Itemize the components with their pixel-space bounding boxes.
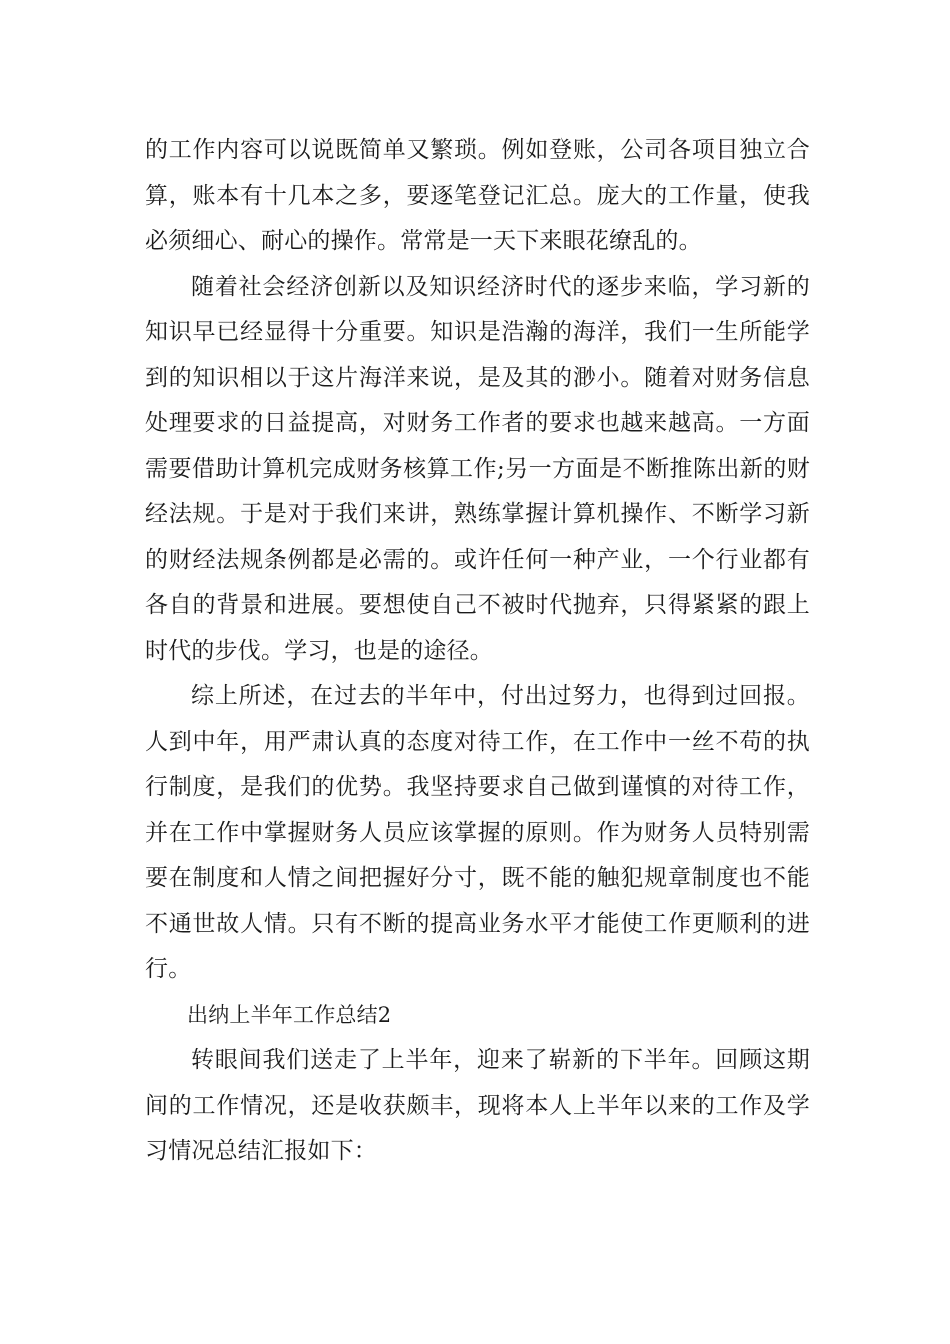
document-body [145, 128, 810, 1175]
paragraph-4: 转眼间我们送走了上半年，迎来了崭新的下半年。回顾这期间的工作情况，还是收获颇丰，现将本人上半年以来的工作及学习情况总结汇报如下： [145, 1047, 810, 1164]
paragraph-1: 的工作内容可以说既简单又繁琐。例如登账，公司各项目独立合算，账本有十几本之多，要逐笔登记汇总。庞大的工作量，使我必须细心、耐心的操作。常常是一天下来眼花缭乱的。 [145, 137, 810, 254]
paragraph-2: 随着社会经济创新以及知识经济时代的逐步来临，学习新的知识早已经显得十分重要。知识是浩瀚的海洋，我们一生所能学到的知识相以于这片海洋来说，是及其的渺小。随着对财务信息处理要求的日益提高，对财务工作者的要求也越来越高。一方面需要借助计算机完成财务核算工作;另一方面是不断推陈出新的财经法规。于是对于我们来讲，熟练掌握计算机操作、不断学习新的财经法规条例都是必需的。或许任何一种产业，一个行业都有各自的背景和进展。要想使自己不被时代抛弃，只得紧紧的跟上时代的步伐。学习，也是的途径。 [145, 273, 810, 664]
section-heading: 出纳上半年工作总结2 [187, 1002, 392, 1027]
paragraph-3: 综上所述，在过去的半年中，付出过努力，也得到过回报。人到中年，用严肃认真的态度对待工作，在工作中一丝不苟的执行制度，是我们的优势。我坚持要求自己做到谨慎的对待工作，并在工作中掌握财务人员应该掌握的原则。作为财务人员特别需要在制度和人情之间把握好分寸，既不能的触犯规章制度也不能不通世故人情。只有不断的提高业务水平才能使工作更顺利的进行。 [145, 683, 810, 982]
